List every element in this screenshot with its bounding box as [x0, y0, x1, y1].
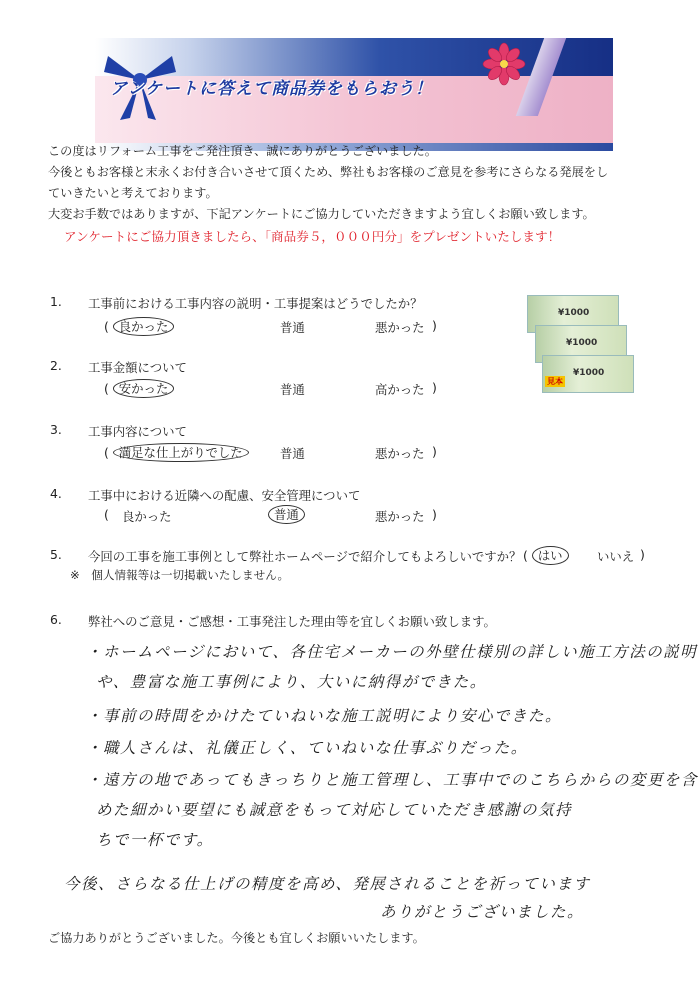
banner-title: アンケートに答えて商品券をもらおう！ [110, 79, 433, 99]
question-2-number: 2. [50, 358, 62, 373]
q5-paren-close: ) [640, 547, 645, 562]
handwritten-line-1: ・ホームページにおいて、各住宅メーカーの外壁仕様別の詳しい施工方法の説明 [86, 643, 698, 661]
question-3-text: 工事内容について [88, 424, 187, 439]
q2-option-cheap[interactable]: ( 安かった [104, 379, 174, 397]
handwritten-line-5: ・遠方の地であってもきっちりと施工管理し、工事中でのこちらからの変更を含 [86, 771, 698, 789]
q2-selected-cheap: 安かった [113, 379, 175, 398]
q1-paren-close: ) [432, 318, 437, 333]
q1-option-bad[interactable]: 悪かった [375, 320, 425, 335]
q4-option-normal[interactable] [268, 505, 305, 523]
q4-selected-normal: 普通 [268, 505, 305, 524]
question-3-number: 3. [50, 422, 62, 437]
q4-paren-open: ( [104, 507, 109, 522]
q5-option-no[interactable]: いいえ [597, 549, 635, 564]
handwritten-line-7: ちで一杯です。 [96, 831, 214, 849]
question-4-text: 工事中における近隣への配慮、安全管理について [88, 488, 361, 503]
intro-line-2: 今後ともお客様と末永くお付き合いさせて頂くため、弊社もお客様のご意見を参考にさらなる発展をし [48, 165, 609, 179]
q5-option-yes[interactable]: ( はい [523, 546, 569, 564]
q3-paren-close: ) [432, 444, 437, 459]
handwritten-line-4: ・職人さんは、礼儀正しく、ていねいな仕事ぶりだった。 [86, 739, 528, 757]
sample-stamp: 見本 [547, 377, 563, 386]
voucher-amount: ¥1000 [558, 308, 590, 318]
q2-option-expensive[interactable]: 高かった [375, 382, 425, 397]
q2-option-normal[interactable]: 普通 [280, 382, 305, 397]
q3-option-normal[interactable]: 普通 [280, 446, 305, 461]
q1-option-normal[interactable]: 普通 [280, 320, 305, 335]
q4-paren-close: ) [432, 507, 437, 522]
q3-selected-satisfied: 満足な仕上がりでした [113, 443, 249, 462]
question-5-number: 5. [50, 547, 62, 562]
privacy-note: ※ 個人情報等は一切掲載いたしません。 [70, 568, 290, 582]
question-6-number: 6. [50, 612, 62, 627]
closing-message: ご協力ありがとうございました。今後とも宜しくお願いいたします。 [48, 931, 425, 945]
q4-option-good[interactable]: 良かった [122, 509, 172, 524]
ribbon-flower-icon [482, 42, 526, 86]
handwritten-thanks: ありがとうございました。 [380, 903, 585, 921]
question-2-text: 工事金額について [88, 360, 187, 375]
handwritten-line-8: 今後、さらなる仕上げの精度を高め、発展されることを祈っています [64, 875, 591, 893]
q1-selected-good: 良かった [113, 317, 175, 336]
question-1-number: 1. [50, 294, 62, 309]
voucher-amount: ¥1000 [573, 368, 605, 378]
handwritten-line-2: や、豊富な施工事例により、大いに納得ができた。 [96, 673, 487, 691]
question-1-text: 工事前における工事内容の説明・工事提案はどうでしたか？ [88, 296, 423, 311]
voucher-amount: ¥1000 [566, 338, 598, 348]
intro-line-1: この度はリフォーム工事をご発注頂き、誠にありがとうございました。 [48, 144, 437, 158]
q4-option-bad[interactable]: 悪かった [375, 509, 425, 524]
question-5-text: 今回の工事を施工事例として弊社ホームページで紹介してもよろしいですか？ [88, 549, 522, 564]
q3-option-satisfied[interactable]: ( 満足な仕上がりでした [104, 443, 249, 461]
q3-option-bad[interactable]: 悪かった [375, 446, 425, 461]
q2-paren-close: ) [432, 380, 437, 395]
question-4-number: 4. [50, 486, 62, 501]
handwritten-line-6: めた細かい要望にも誠意をもって対応していただき感謝の気持 [96, 801, 573, 819]
intro-line-4: 大変お手数ではありますが、下記アンケートにご協力していただきますよう宜しくお願い致します。 [48, 207, 595, 221]
intro-line-3: ていきたいと考えております。 [48, 186, 218, 200]
gift-voucher-3 [542, 355, 634, 393]
present-highlight: アンケートにご協力頂きましたら、「商品券５，０００円分」をプレゼントいたします！ [64, 229, 561, 244]
q5-selected-yes: はい [532, 546, 569, 565]
handwritten-line-3: ・事前の時間をかけたていねいな施工説明により安心できた。 [86, 707, 563, 725]
question-6-text: 弊社へのご意見・ご感想・工事発注した理由等を宜しくお願い致します。 [88, 614, 496, 629]
q1-option-good[interactable]: ( 良かった [104, 317, 174, 335]
